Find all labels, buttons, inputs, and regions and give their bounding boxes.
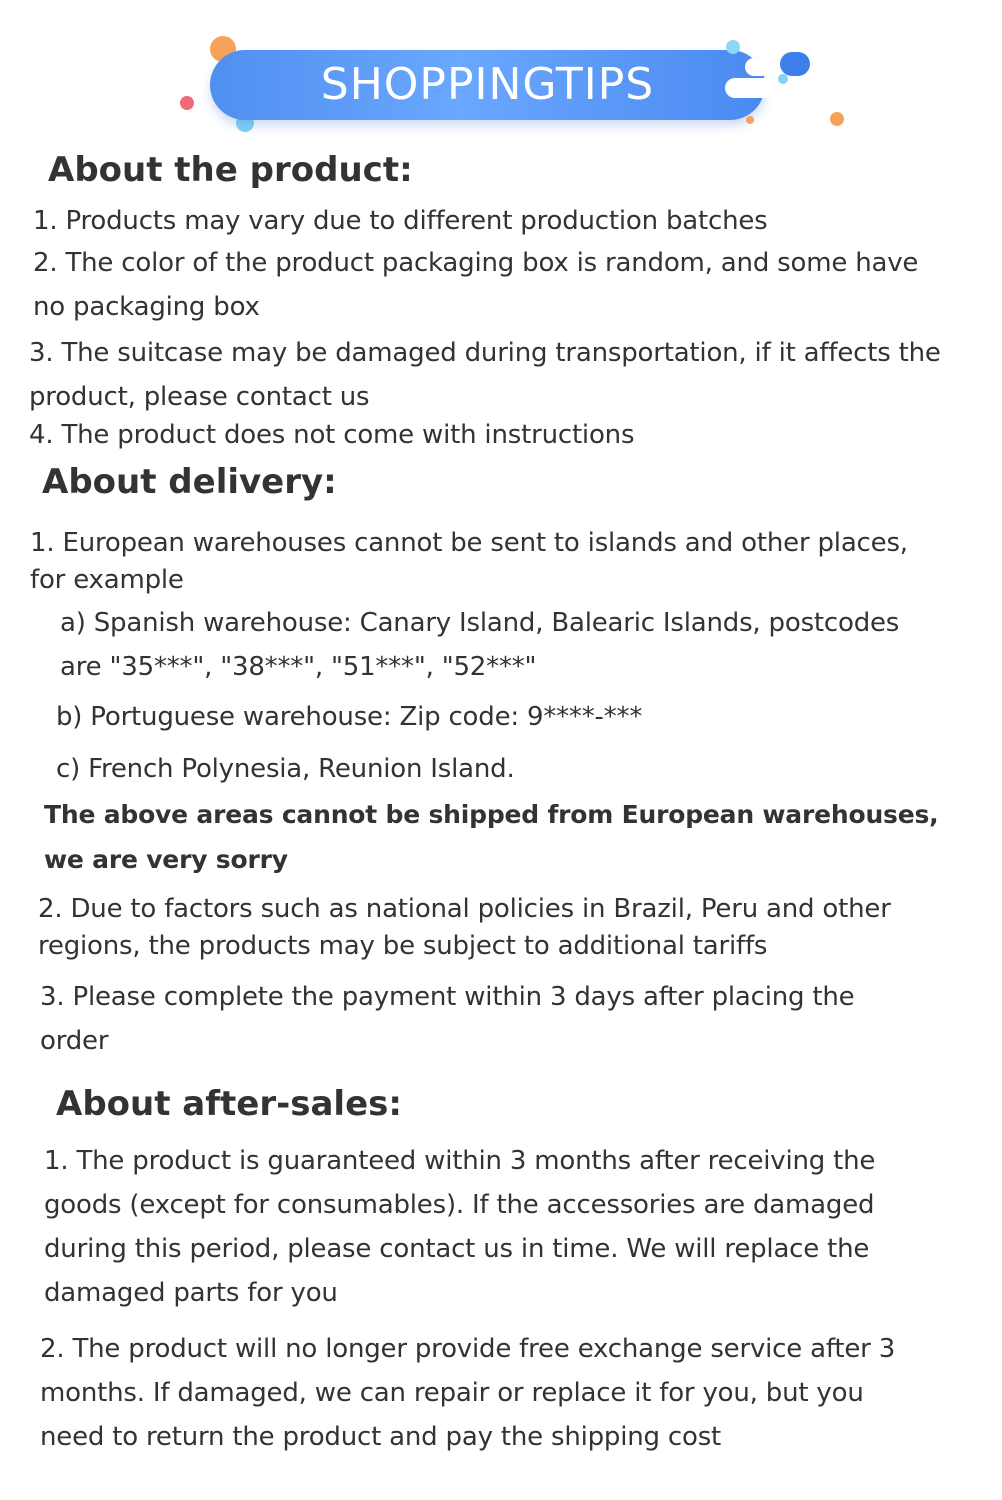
after-sales-line: 1. The product is guaranteed within 3 months after receiving the xyxy=(44,1146,876,1176)
delivery-line: are "35***", "38***", "51***", "52***" xyxy=(60,652,537,682)
product-heading: About the product: xyxy=(48,150,413,190)
delivery-line: 2. Due to factors such as national policies in Brazil, Peru and other xyxy=(38,894,891,924)
shopping-tips-banner xyxy=(170,30,850,140)
product-line: 2. The color of the product packaging box is random, and some have xyxy=(33,248,919,278)
after-sales-heading: About after-sales: xyxy=(56,1084,402,1124)
delivery-line: order xyxy=(40,1026,109,1056)
product-line: 3. The suitcase may be damaged during transportation, if it affects the xyxy=(29,338,941,368)
product-line: 4. The product does not come with instructions xyxy=(29,420,635,450)
banner-title: SHOPPINGTIPS xyxy=(320,59,655,110)
after-sales-line: goods (except for consumables). If the accessories are damaged xyxy=(44,1190,875,1220)
delivery-line: a) Spanish warehouse: Canary Island, Balearic Islands, postcodes xyxy=(60,608,900,638)
decor-dot-orange-small xyxy=(830,112,844,126)
after-sales-line: need to return the product and pay the shipping cost xyxy=(40,1422,722,1452)
delivery-line: 3. Please complete the payment within 3 days after placing the xyxy=(40,982,855,1012)
delivery-notice: we are very sorry xyxy=(44,845,288,874)
delivery-line: c) French Polynesia, Reunion Island. xyxy=(56,754,515,784)
decor-dot-blue xyxy=(780,52,810,76)
product-line: 1. Products may vary due to different production batches xyxy=(33,206,768,236)
delivery-line: b) Portuguese warehouse: Zip code: 9****-*** xyxy=(56,702,643,732)
product-line: product, please contact us xyxy=(29,382,370,412)
after-sales-line: damaged parts for you xyxy=(44,1278,338,1308)
decor-dot-cyan-tiny xyxy=(778,74,788,84)
delivery-notice: The above areas cannot be shipped from European warehouses, xyxy=(44,800,939,829)
decor-dot-pink xyxy=(180,96,194,110)
delivery-line: 1. European warehouses cannot be sent to islands and other places, xyxy=(30,528,908,558)
after-sales-line: months. If damaged, we can repair or replace it for you, but you xyxy=(40,1378,864,1408)
delivery-heading: About delivery: xyxy=(42,462,337,502)
delivery-line: regions, the products may be subject to additional tariffs xyxy=(38,931,768,961)
delivery-line: for example xyxy=(30,565,184,595)
after-sales-line: 2. The product will no longer provide free exchange service after 3 xyxy=(40,1334,896,1364)
after-sales-line: during this period, please contact us in time. We will replace the xyxy=(44,1234,870,1264)
product-line: no packaging box xyxy=(33,292,260,322)
